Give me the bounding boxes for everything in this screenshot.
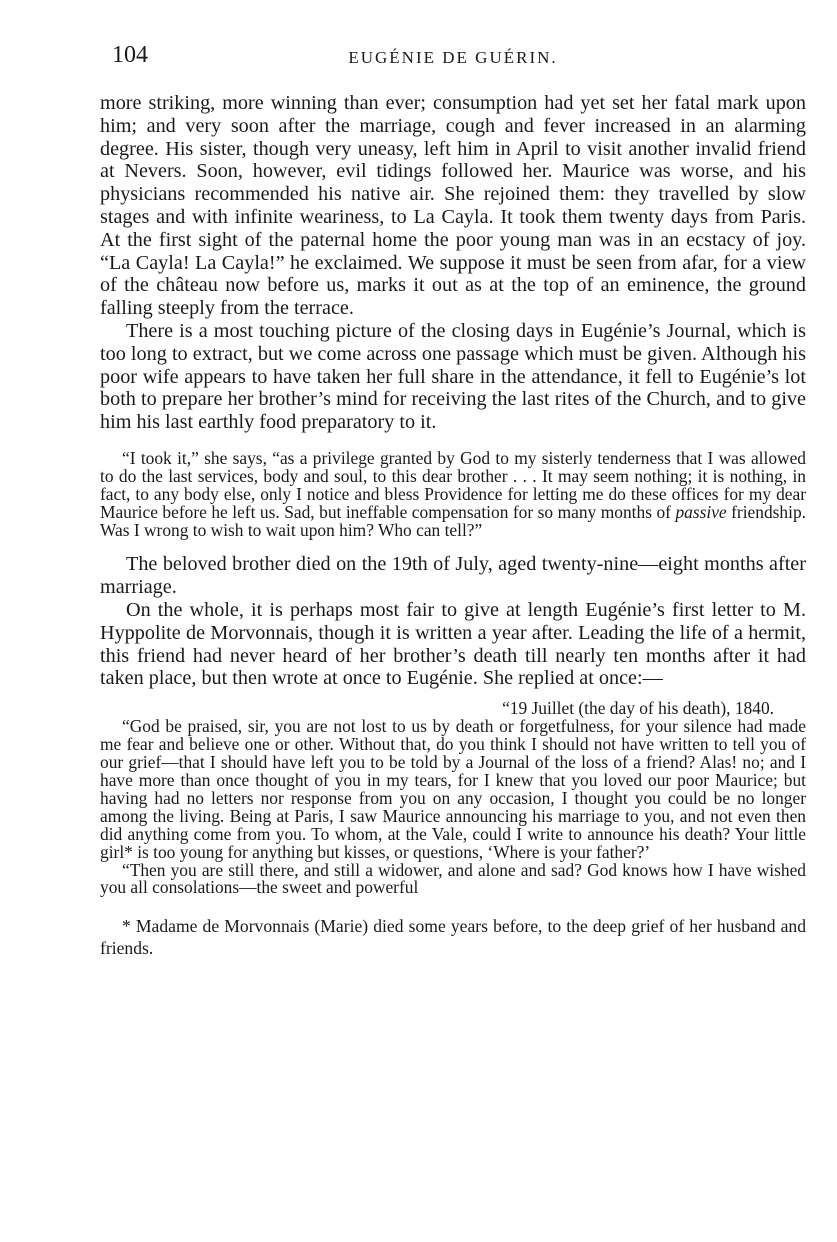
body-paragraph: The beloved brother died on the 19th of July, aged twenty-nine—eight months after marriage. (100, 553, 806, 599)
block-quote (100, 447, 806, 540)
page-number: 104 (112, 42, 148, 68)
letter-block (100, 698, 806, 897)
footnote: * Madame de Morvonnais (Marie) died some years before, to the deep grief of her husband and friends. (100, 916, 806, 959)
book-page (100, 40, 806, 959)
letter-date: “19 Juillet (the day of his death), 1840. (502, 698, 774, 719)
body-paragraph: On the whole, it is perhaps most fair to give at length Eugénie’s first letter to M. Hyppolite de Morvonnais, though it is written a year after. Leading the life of a hermit, this friend had never heard of her brother’s death till nearly ten months after it had taken place, but then wrote at once to Eugénie. She replied at once:— (100, 599, 806, 690)
body-paragraph: more striking, more winning than ever; consumption had yet set her fatal mark upon him; and very soon after the marriage, cough and fever increased in an alarming degree. His sister, though very uneasy, left him in April to visit another invalid friend at Nevers. Soon, however, evil tidings followed her. Maurice was worse, and his physicians recommended his native air. She rejoined them: they travelled by slow stages and with infinite weariness, to La Cayla. It took them twenty days from Paris. At the first sight of the paternal home the poor young man was in an ecstacy of joy. “La Cayla! La Cayla!” he exclaimed. We suppose it must be seen from afar, for a view of the château now before us, marks it out as at the top of an eminence, the ground falling steeply from the terrace. (100, 92, 806, 320)
letter-paragraph: “God be praised, sir, you are not lost to us by death or forgetfulness, for your silence had made me fear and believe one or other. Without that, do you think I should not have written to tell you of our grief—that I should have left you to be told by a Journal of the loss of a friend? Alas! no; and I have more than once thought of you in my tears, for I knew that you loved our poor Maurice; but having had no letters nor response from you on any occasion, I thought you could be no longer among the living. Being at Paris, I saw Maurice announcing his marriage to you, and not even then did anything come from you. To whom, at the Vale, could I write to announce his death? Your little girl* is too young for anything but kisses, or questions, ‘Where is your father?’ (100, 716, 806, 862)
running-title: EUGÉNIE DE GUÉRIN. (348, 48, 558, 67)
running-head (100, 40, 806, 76)
letter-paragraph: “Then you are still there, and still a widower, and alone and sad? God knows how I have wished you all consolations—the sweet and powerful (100, 859, 806, 898)
body-paragraph: There is a most touching picture of the closing days in Eugénie’s Journal, which is too long to extract, but we come across one passage which must be given. Although his poor wife appears to have taken her full share in the attendance, it fell to Eugénie’s lot both to prepare her brother’s mind for receiving the last rites of the Church, and to give him his last earthly food preparatory to it. (100, 319, 806, 434)
quote-text: “I took it,” she says, “as a privilege granted by God to my sisterly tenderness that I was allowed to do the last services, body and soul, to this dear brother . . . It may seem nothing; it is nothing, in fact, to any body else, only I notice and bless Providence for letting me do these offices for my dear Maurice before he left us. Sad, but ineffable compensation for so many months of (100, 447, 806, 522)
quote-text: friendship. Was I wrong to wish to wait upon him? Who can tell?” (100, 501, 806, 540)
quote-italic-word: passive (675, 501, 727, 522)
quote-paragraph (100, 447, 806, 540)
